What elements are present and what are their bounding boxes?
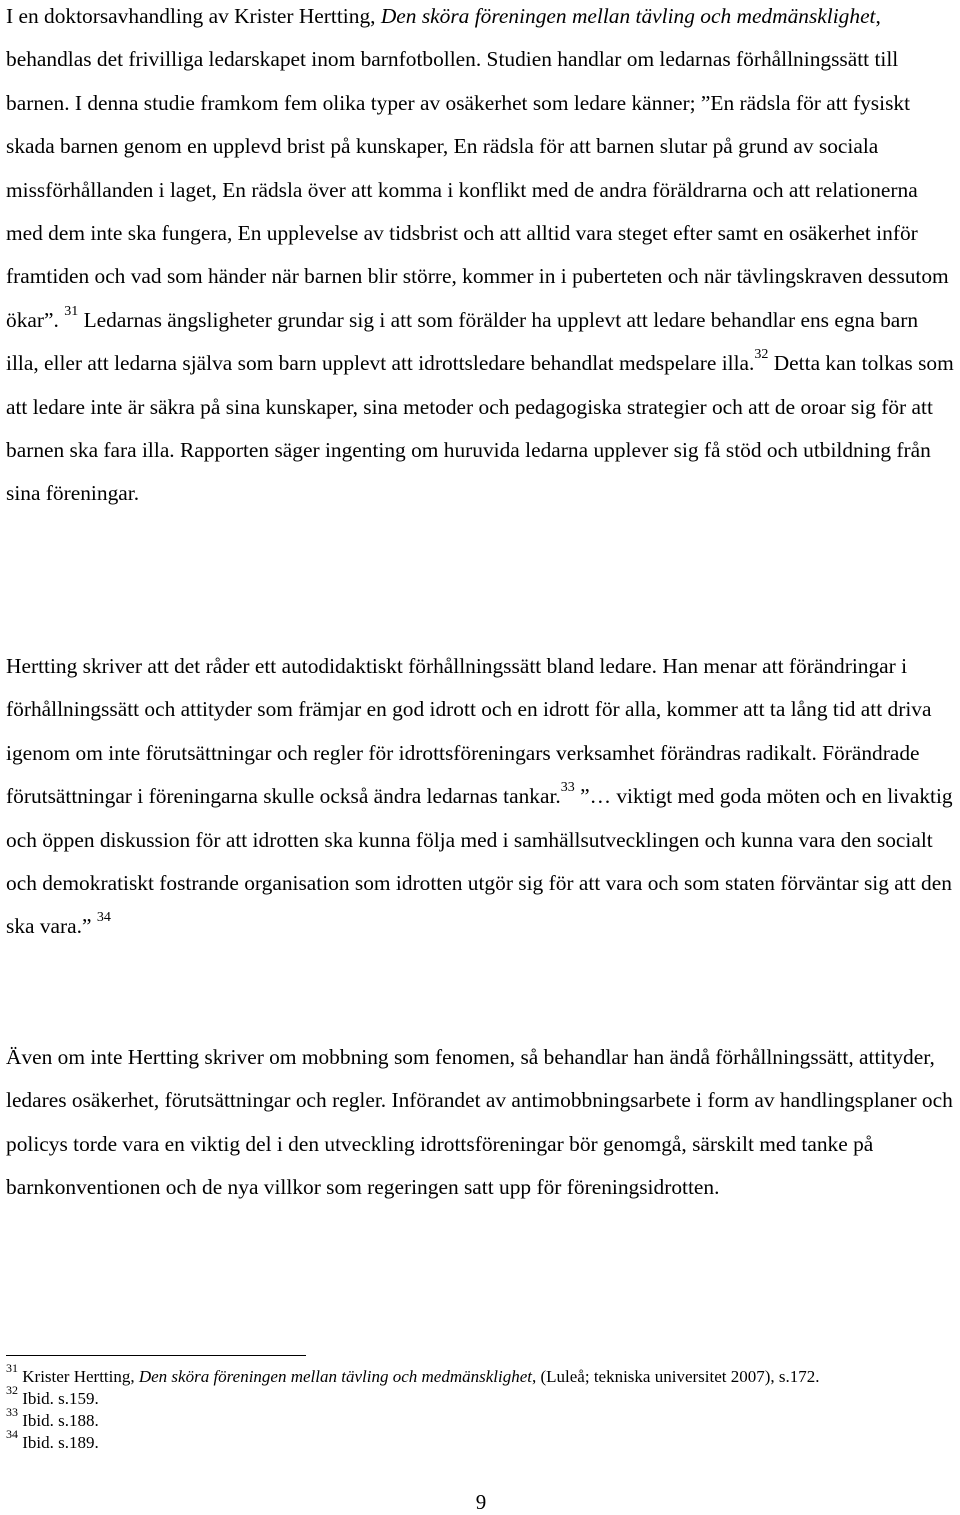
- footnote-reference[interactable]: 32: [754, 347, 769, 363]
- footnote-number: 34: [6, 1427, 18, 1442]
- footnote-text: Ibid. s.189.: [18, 1433, 99, 1452]
- page-number: 9: [475, 1490, 487, 1514]
- footnote-item: [6, 1405, 956, 1432]
- footnote-number: 33: [6, 1405, 18, 1420]
- footnote-text: Ibid. s.159.: [18, 1389, 99, 1408]
- paragraph-text: Ledarnas ängsligheter grundar sig i att som förälder ha upplevt att ledare behandlar ens egna barn illa, eller att ledarna själva som barn upplevt att idrottsledare behandlat medspelare illa.: [6, 307, 919, 376]
- footnote-item: [6, 1427, 956, 1454]
- footnote-text: , (Luleå; tekniska universitet 2007), s.172.: [531, 1367, 820, 1386]
- body-paragraph-1: [6, 0, 956, 516]
- footnote-book-title: Den sköra föreningen mellan tävling och medmänsklighet: [138, 1367, 532, 1386]
- paragraph-text: ”… viktigt med goda möten och en livaktig och öppen diskussion för att idrotten ska kunna följa med i samhällsutvecklingen och kunna vara den socialt och demokratiskt fostrande organisation som idrotten utgör sig för att vara och som staten förväntar sig att den ska vara.”: [6, 784, 953, 939]
- body-paragraph-3: [6, 1036, 956, 1210]
- footnote-number: 32: [6, 1383, 18, 1398]
- book-title: Den sköra föreningen mellan tävling och medmänsklighet: [380, 4, 876, 28]
- paragraph-text: , behandlas det frivilliga ledarskapet inom barnfotbollen. Studien handlar om ledarnas förhållningssätt till barnen. I denna studie framkom fem olika typer av osäkerhet som ledare känner; ”En rädsla för att fysiskt skada barnen genom en upplevd brist på kunskaper, En rädsla för att barnen slutar på grund av sociala missförhållanden i laget, En rädsla över att komma i konflikt med de andra föräldrarna och att relationerna med dem inte ska fungera, En upplevelse av tidsbrist och att alltid vara steget efter samt en osäkerhet inför framtiden och vad som händer när barnen blir större, kommer in i puberteten och när tävlingskraven dessutom ökar”.: [6, 4, 949, 332]
- footnote-separator: [6, 1355, 306, 1356]
- paragraph-text: I en doktorsavhandling av Krister Hertting,: [6, 4, 381, 28]
- footnote-number: 31: [6, 1361, 18, 1376]
- footnote-reference[interactable]: 34: [96, 910, 111, 926]
- paragraph-text: Även om inte Hertting skriver om mobbning som fenomen, så behandlar han ändå förhållningssätt, attityder, ledares osäkerhet, förutsättningar och regler. Införandet av antimobbningsarbete i form av handlingsplaner och policys torde vara en viktig del i den utveckling idrottsföreningar bör genomgå, särskilt med tanke på barnkonventionen och de nya villkor som regeringen satt upp för föreningsidrotten.: [6, 1045, 953, 1200]
- paragraph-text: Detta kan tolkas som att ledare inte är säkra på sina kunskaper, sina metoder och pedagogiska strategier och att de oroar sig för att barnen ska fara illa. Rapporten säger ingenting om huruvida ledarna upplever sig få stöd och utbildning från sina föreningar.: [6, 351, 954, 506]
- footnote-item: [6, 1383, 956, 1410]
- paragraph-text: Hertting skriver att det råder ett autodidaktiskt förhållningssätt bland ledare. Han menar att förändringar i förhållningssätt och attityder som främjar en god idrott och en idrott för alla, kommer att ta lång tid att driva igenom om inte förutsättningar och regler för idrottsföreningars verksamhet förändras radikalt. Förändrade förutsättningar i föreningarna skulle också ändra ledarnas tankar.: [6, 654, 932, 809]
- footnote-text: Ibid. s.188.: [18, 1411, 99, 1430]
- body-paragraph-2: [6, 645, 956, 949]
- footnotes: [6, 1361, 956, 1454]
- footnote-item: [6, 1361, 956, 1388]
- footnote-text: Krister Hertting,: [18, 1367, 139, 1386]
- footnote-reference[interactable]: 31: [64, 303, 79, 319]
- footnote-reference[interactable]: 33: [560, 780, 575, 796]
